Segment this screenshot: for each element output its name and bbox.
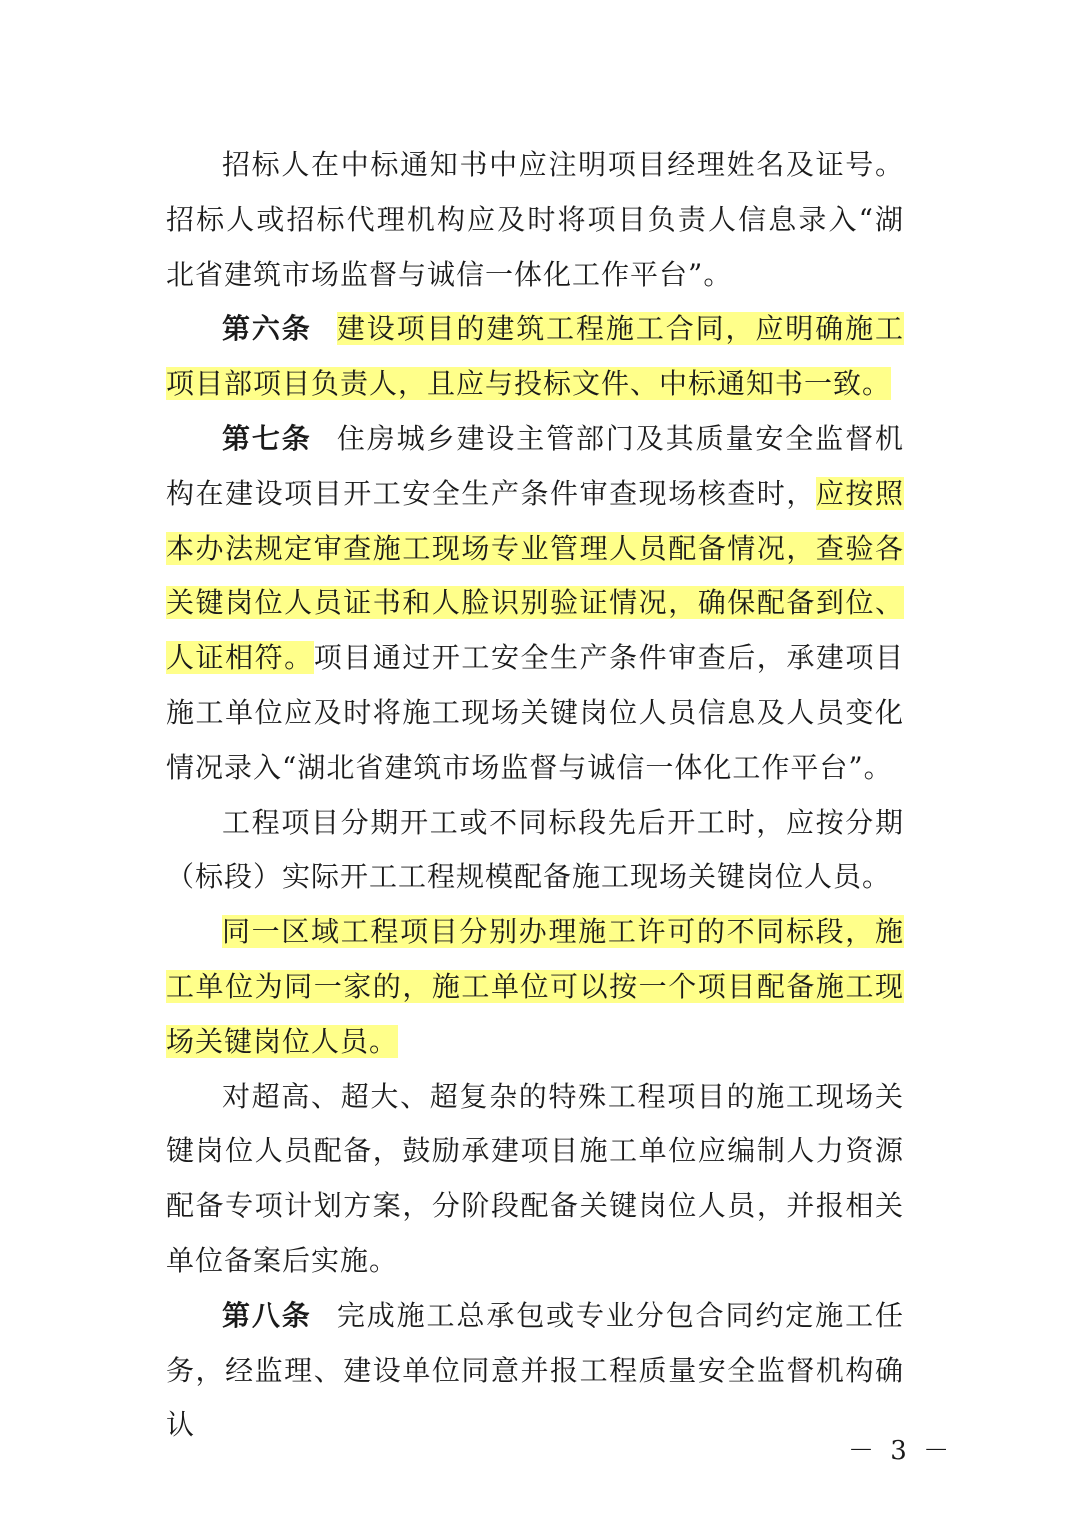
- highlighted-text: 建设项目的建筑工程施工合同，应明确施工项目部项目负责人，且应与投标文件、中标通知书一致。: [166, 312, 904, 401]
- highlighted-text: 应按照本办法规定审查施工现场专业管理人员配备情况，查验各关键岗位人员证书和人脸识别验证情况，确保配备到位、人证相符。: [166, 476, 904, 675]
- paragraph-project-manager-registration: [166, 138, 904, 302]
- paragraph-same-region-sections: [166, 905, 904, 1069]
- paragraph-text: 项目通过开工安全生产条件审查后，承建项目施工单位应及时将施工现场关键岗位人员信息及人员变化情况录入“湖北省建筑市场监督与诚信一体化工作平台”。: [166, 641, 904, 784]
- paragraph-article-7: [166, 412, 904, 796]
- article-heading: 第八条: [222, 1298, 312, 1332]
- paragraph-text: 招标人在中标通知书中应注明项目经理姓名及证号。招标人或招标代理机构应及时将项目负责人信息录入“湖北省建筑市场监督与诚信一体化工作平台”。: [166, 148, 904, 291]
- article-heading: 第七条: [222, 421, 312, 455]
- highlighted-text: 同一区域工程项目分别办理施工许可的不同标段，施工单位为同一家的，施工单位可以按一个项目配备施工现场关键岗位人员。: [166, 915, 904, 1058]
- paragraph-text: 对超高、超大、超复杂的特殊工程项目的施工现场关键岗位人员配备，鼓励承建项目施工单位应编制人力资源配备专项计划方案，分阶段配备关键岗位人员，并报相关单位备案后实施。: [166, 1079, 904, 1277]
- paragraph-text: 工程项目分期开工或不同标段先后开工时，应按分期（标段）实际开工工程规模配备施工现场关键岗位人员。: [166, 805, 904, 894]
- paragraph-special-projects: [166, 1070, 904, 1289]
- paragraph-text: 住房城乡建设主管部门及其质量安全监督机构在建设项目开工安全生产条件审查现场核查时，: [166, 421, 904, 510]
- page-number: － 3 －: [848, 1436, 954, 1466]
- document-body: [166, 138, 904, 1453]
- article-heading: 第六条: [222, 312, 312, 346]
- paragraph-article-8: [166, 1289, 904, 1453]
- paragraph-text: 完成施工总承包或专业分包合同约定施工任务，经监理、建设单位同意并报工程质量安全监督机构确认: [166, 1298, 904, 1442]
- paragraph-article-6: [166, 302, 904, 412]
- paragraph-phased-construction: [166, 796, 904, 906]
